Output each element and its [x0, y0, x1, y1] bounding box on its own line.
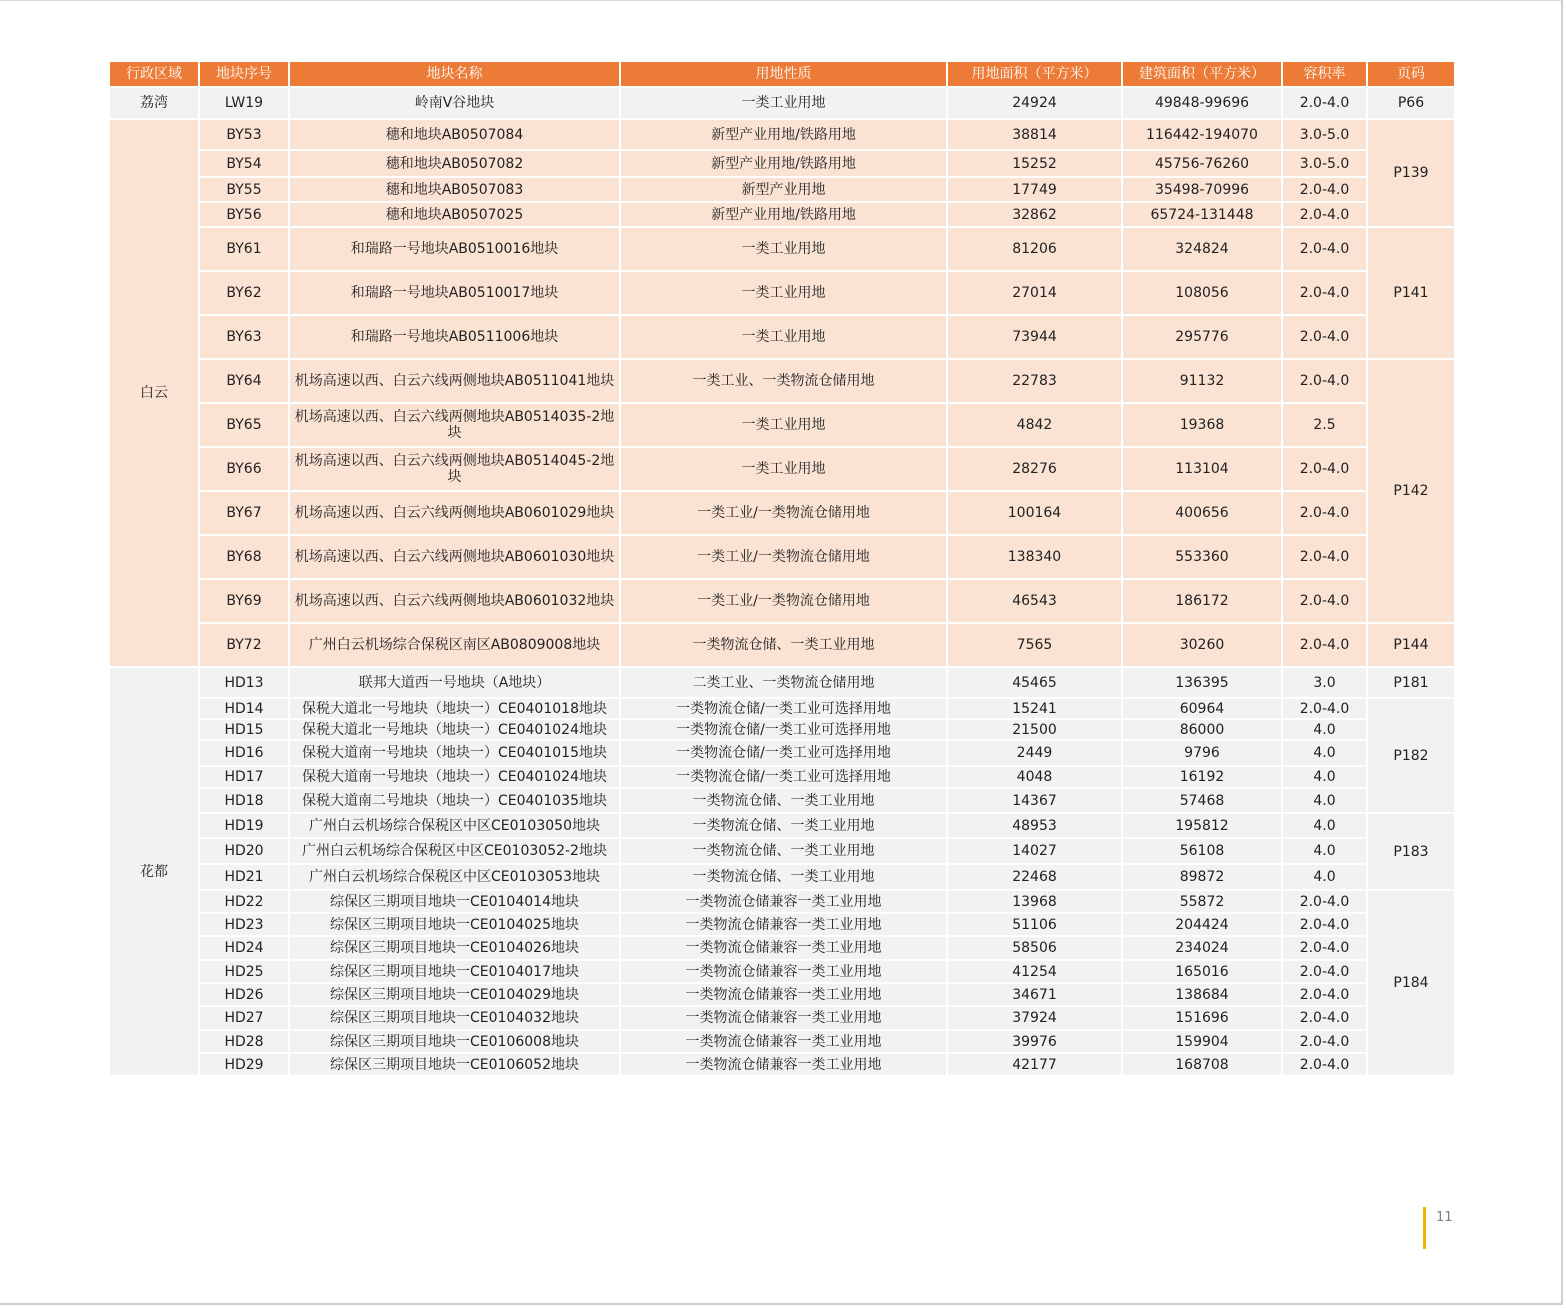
plot-ratio-cell: 2.0-4.0 [1282, 960, 1367, 983]
floor-area-cell: 195812 [1122, 813, 1282, 838]
plot-ratio-cell: 2.0-4.0 [1282, 1053, 1367, 1076]
parcel-name-cell: 综保区三期项目地块一CE0106052地块 [289, 1053, 620, 1076]
parcel-id-cell: BY54 [199, 150, 289, 177]
parcel-id-cell: HD25 [199, 960, 289, 983]
parcel-name-cell: 机场高速以西、白云六线两侧地块AB0514035-2地块 [289, 403, 620, 447]
parcel-id-cell: HD18 [199, 788, 289, 813]
table-row [109, 227, 1455, 271]
land-use-cell: 一类物流仓储、一类工业用地 [620, 623, 947, 667]
land-use-cell: 一类物流仓储兼容一类工业用地 [620, 983, 947, 1006]
page-number: 11 [1436, 1210, 1453, 1225]
parcel-id-cell: HD29 [199, 1053, 289, 1076]
parcel-id-cell: HD14 [199, 698, 289, 719]
land-area-cell: 24924 [947, 87, 1122, 119]
land-area-cell: 48953 [947, 813, 1122, 838]
header-plot-ratio: 容积率 [1282, 61, 1367, 87]
parcel-id-cell: HD23 [199, 913, 289, 936]
plot-ratio-cell: 2.0-4.0 [1282, 535, 1367, 579]
floor-area-cell: 56108 [1122, 838, 1282, 864]
table-row [109, 936, 1455, 960]
table-row [109, 740, 1455, 766]
land-use-cell: 一类物流仓储兼容一类工业用地 [620, 936, 947, 960]
floor-area-cell: 234024 [1122, 936, 1282, 960]
land-use-cell: 一类物流仓储兼容一类工业用地 [620, 1030, 947, 1053]
land-use-cell: 一类物流仓储、一类工业用地 [620, 838, 947, 864]
table-row [109, 960, 1455, 983]
plot-ratio-cell: 2.0-4.0 [1282, 315, 1367, 359]
plot-ratio-cell: 2.0-4.0 [1282, 698, 1367, 719]
parcel-name-cell: 广州白云机场综合保税区中区CE0103053地块 [289, 864, 620, 890]
floor-area-cell: 86000 [1122, 719, 1282, 740]
table-row [109, 579, 1455, 623]
parcel-name-cell: 穗和地块AB0507084 [289, 119, 620, 150]
parcel-id-cell: LW19 [199, 87, 289, 119]
land-area-cell: 7565 [947, 623, 1122, 667]
land-area-cell: 15241 [947, 698, 1122, 719]
plot-ratio-cell: 3.0-5.0 [1282, 119, 1367, 150]
floor-area-cell: 49848-99696 [1122, 87, 1282, 119]
land-use-cell: 新型产业用地/铁路用地 [620, 202, 947, 227]
land-use-cell: 一类工业/一类物流仓储用地 [620, 579, 947, 623]
parcel-id-cell: HD20 [199, 838, 289, 864]
land-area-cell: 14027 [947, 838, 1122, 864]
land-use-cell: 一类工业/一类物流仓储用地 [620, 535, 947, 579]
table-row [109, 491, 1455, 535]
page-ref-cell: P182 [1367, 698, 1455, 813]
land-use-cell: 一类物流仓储/一类工业可选择用地 [620, 740, 947, 766]
parcel-name-cell: 机场高速以西、白云六线两侧地块AB0511041地块 [289, 359, 620, 403]
floor-area-cell: 138684 [1122, 983, 1282, 1006]
parcel-name-cell: 综保区三期项目地块一CE0104025地块 [289, 913, 620, 936]
page-ref-cell: P181 [1367, 667, 1455, 698]
parcel-name-cell: 穗和地块AB0507083 [289, 177, 620, 202]
parcel-name-cell: 机场高速以西、白云六线两侧地块AB0601029地块 [289, 491, 620, 535]
table-row [109, 838, 1455, 864]
header-floor-area: 建筑面积（平方米） [1122, 61, 1282, 87]
parcel-name-cell: 综保区三期项目地块一CE0104014地块 [289, 890, 620, 913]
plot-ratio-cell: 4.0 [1282, 766, 1367, 788]
parcel-id-cell: HD27 [199, 1006, 289, 1030]
parcel-name-cell: 和瑞路一号地块AB0510016地块 [289, 227, 620, 271]
floor-area-cell: 19368 [1122, 403, 1282, 447]
parcel-id-cell: HD16 [199, 740, 289, 766]
table-row [109, 813, 1455, 838]
land-area-cell: 37924 [947, 1006, 1122, 1030]
parcel-id-cell: BY72 [199, 623, 289, 667]
floor-area-cell: 89872 [1122, 864, 1282, 890]
plot-ratio-cell: 2.0-4.0 [1282, 447, 1367, 491]
plot-ratio-cell: 3.0-5.0 [1282, 150, 1367, 177]
table-row [109, 447, 1455, 491]
table-row [109, 698, 1455, 719]
land-use-cell: 新型产业用地/铁路用地 [620, 150, 947, 177]
land-area-cell: 28276 [947, 447, 1122, 491]
parcel-id-cell: BY66 [199, 447, 289, 491]
land-area-cell: 15252 [947, 150, 1122, 177]
land-use-cell: 一类工业、一类物流仓储用地 [620, 359, 947, 403]
floor-area-cell: 204424 [1122, 913, 1282, 936]
parcel-id-cell: BY61 [199, 227, 289, 271]
land-use-cell: 一类工业用地 [620, 315, 947, 359]
district-cell: 荔湾 [109, 87, 199, 119]
land-area-cell: 34671 [947, 983, 1122, 1006]
parcel-name-cell: 机场高速以西、白云六线两侧地块AB0601032地块 [289, 579, 620, 623]
floor-area-cell: 108056 [1122, 271, 1282, 315]
plot-ratio-cell: 4.0 [1282, 719, 1367, 740]
plot-ratio-cell: 2.0-4.0 [1282, 579, 1367, 623]
table-row [109, 983, 1455, 1006]
land-use-cell: 一类物流仓储/一类工业可选择用地 [620, 719, 947, 740]
parcel-name-cell: 机场高速以西、白云六线两侧地块AB0601030地块 [289, 535, 620, 579]
parcel-id-cell: HD15 [199, 719, 289, 740]
table-row [109, 271, 1455, 315]
page-ref-cell: P139 [1367, 119, 1455, 227]
land-area-cell: 51106 [947, 913, 1122, 936]
land-area-cell: 4048 [947, 766, 1122, 788]
floor-area-cell: 116442-194070 [1122, 119, 1282, 150]
plot-ratio-cell: 4.0 [1282, 864, 1367, 890]
floor-area-cell: 91132 [1122, 359, 1282, 403]
parcel-id-cell: BY63 [199, 315, 289, 359]
plot-ratio-cell: 2.0-4.0 [1282, 913, 1367, 936]
parcel-id-cell: HD17 [199, 766, 289, 788]
land-use-cell: 一类物流仓储兼容一类工业用地 [620, 890, 947, 913]
parcel-name-cell: 机场高速以西、白云六线两侧地块AB0514045-2地块 [289, 447, 620, 491]
land-use-cell: 一类物流仓储、一类工业用地 [620, 813, 947, 838]
parcel-name-cell: 广州白云机场综合保税区中区CE0103050地块 [289, 813, 620, 838]
land-area-cell: 21500 [947, 719, 1122, 740]
plot-ratio-cell: 2.0-4.0 [1282, 202, 1367, 227]
land-parcel-table [108, 60, 1456, 1077]
floor-area-cell: 35498-70996 [1122, 177, 1282, 202]
floor-area-cell: 159904 [1122, 1030, 1282, 1053]
parcel-id-cell: HD21 [199, 864, 289, 890]
floor-area-cell: 45756-76260 [1122, 150, 1282, 177]
parcel-id-cell: BY64 [199, 359, 289, 403]
parcel-name-cell: 和瑞路一号地块AB0510017地块 [289, 271, 620, 315]
land-use-cell: 一类物流仓储兼容一类工业用地 [620, 913, 947, 936]
land-area-cell: 81206 [947, 227, 1122, 271]
land-use-cell: 一类物流仓储兼容一类工业用地 [620, 1006, 947, 1030]
land-area-cell: 14367 [947, 788, 1122, 813]
plot-ratio-cell: 2.0-4.0 [1282, 271, 1367, 315]
parcel-name-cell: 岭南V谷地块 [289, 87, 620, 119]
land-use-cell: 二类工业、一类物流仓储用地 [620, 667, 947, 698]
table-row [109, 202, 1455, 227]
plot-ratio-cell: 3.0 [1282, 667, 1367, 698]
land-area-cell: 45465 [947, 667, 1122, 698]
page-ref-cell: P184 [1367, 890, 1455, 1076]
parcel-name-cell: 综保区三期项目地块一CE0104017地块 [289, 960, 620, 983]
parcel-name-cell: 综保区三期项目地块一CE0104029地块 [289, 983, 620, 1006]
land-area-cell: 39976 [947, 1030, 1122, 1053]
plot-ratio-cell: 4.0 [1282, 838, 1367, 864]
land-use-cell: 一类工业用地 [620, 87, 947, 119]
land-use-cell: 新型产业用地 [620, 177, 947, 202]
parcel-id-cell: BY67 [199, 491, 289, 535]
land-area-cell: 42177 [947, 1053, 1122, 1076]
plot-ratio-cell: 2.0-4.0 [1282, 177, 1367, 202]
table-row [109, 719, 1455, 740]
parcel-name-cell: 保税大道南一号地块（地块一）CE0401024地块 [289, 766, 620, 788]
table-row [109, 667, 1455, 698]
parcel-id-cell: HD26 [199, 983, 289, 1006]
floor-area-cell: 151696 [1122, 1006, 1282, 1030]
plot-ratio-cell: 4.0 [1282, 788, 1367, 813]
parcel-id-cell: HD24 [199, 936, 289, 960]
floor-area-cell: 165016 [1122, 960, 1282, 983]
parcel-name-cell: 穗和地块AB0507082 [289, 150, 620, 177]
land-area-cell: 46543 [947, 579, 1122, 623]
floor-area-cell: 16192 [1122, 766, 1282, 788]
land-area-cell: 73944 [947, 315, 1122, 359]
parcel-id-cell: HD28 [199, 1030, 289, 1053]
header-parcel-name: 地块名称 [289, 61, 620, 87]
land-use-cell: 一类物流仓储兼容一类工业用地 [620, 960, 947, 983]
plot-ratio-cell: 2.0-4.0 [1282, 359, 1367, 403]
floor-area-cell: 30260 [1122, 623, 1282, 667]
plot-ratio-cell: 4.0 [1282, 813, 1367, 838]
plot-ratio-cell: 2.5 [1282, 403, 1367, 447]
land-area-cell: 38814 [947, 119, 1122, 150]
floor-area-cell: 186172 [1122, 579, 1282, 623]
parcel-id-cell: BY53 [199, 119, 289, 150]
plot-ratio-cell: 2.0-4.0 [1282, 983, 1367, 1006]
land-area-cell: 27014 [947, 271, 1122, 315]
plot-ratio-cell: 2.0-4.0 [1282, 936, 1367, 960]
parcel-name-cell: 广州白云机场综合保税区中区CE0103052-2地块 [289, 838, 620, 864]
header-land-use: 用地性质 [620, 61, 947, 87]
land-use-cell: 一类工业用地 [620, 227, 947, 271]
parcel-name-cell: 综保区三期项目地块一CE0106008地块 [289, 1030, 620, 1053]
parcel-name-cell: 和瑞路一号地块AB0511006地块 [289, 315, 620, 359]
header-district: 行政区域 [109, 61, 199, 87]
parcel-id-cell: HD13 [199, 667, 289, 698]
table-row [109, 623, 1455, 667]
parcel-name-cell: 联邦大道西一号地块（A地块） [289, 667, 620, 698]
land-area-cell: 17749 [947, 177, 1122, 202]
table-row [109, 359, 1455, 403]
land-area-cell: 13968 [947, 890, 1122, 913]
land-use-cell: 一类物流仓储、一类工业用地 [620, 864, 947, 890]
parcel-id-cell: BY65 [199, 403, 289, 447]
floor-area-cell: 65724-131448 [1122, 202, 1282, 227]
district-cell: 白云 [109, 119, 199, 667]
floor-area-cell: 113104 [1122, 447, 1282, 491]
page-number-bar [1423, 1207, 1426, 1249]
header-land-area: 用地面积（平方米） [947, 61, 1122, 87]
table-row [109, 864, 1455, 890]
table-row [109, 1006, 1455, 1030]
district-cell: 花都 [109, 667, 199, 1076]
table-row [109, 119, 1455, 150]
floor-area-cell: 295776 [1122, 315, 1282, 359]
parcel-name-cell: 综保区三期项目地块一CE0104032地块 [289, 1006, 620, 1030]
land-area-cell: 138340 [947, 535, 1122, 579]
floor-area-cell: 57468 [1122, 788, 1282, 813]
table-row [109, 1053, 1455, 1076]
parcel-name-cell: 综保区三期项目地块一CE0104026地块 [289, 936, 620, 960]
parcel-id-cell: BY62 [199, 271, 289, 315]
parcel-id-cell: BY56 [199, 202, 289, 227]
land-area-cell: 22468 [947, 864, 1122, 890]
land-use-cell: 一类工业用地 [620, 271, 947, 315]
floor-area-cell: 60964 [1122, 698, 1282, 719]
floor-area-cell: 324824 [1122, 227, 1282, 271]
land-use-cell: 一类工业用地 [620, 403, 947, 447]
land-use-cell: 一类工业/一类物流仓储用地 [620, 491, 947, 535]
parcel-name-cell: 保税大道南一号地块（地块一）CE0401015地块 [289, 740, 620, 766]
land-area-cell: 2449 [947, 740, 1122, 766]
page-ref-cell: P66 [1367, 87, 1455, 119]
page-ref-cell: P142 [1367, 359, 1455, 623]
parcel-id-cell: BY69 [199, 579, 289, 623]
land-use-cell: 一类物流仓储/一类工业可选择用地 [620, 698, 947, 719]
land-area-cell: 58506 [947, 936, 1122, 960]
floor-area-cell: 400656 [1122, 491, 1282, 535]
land-area-cell: 100164 [947, 491, 1122, 535]
parcel-id-cell: BY68 [199, 535, 289, 579]
parcel-name-cell: 穗和地块AB0507025 [289, 202, 620, 227]
land-use-cell: 新型产业用地/铁路用地 [620, 119, 947, 150]
table-row [109, 177, 1455, 202]
table-row [109, 890, 1455, 913]
table-header-row [109, 61, 1455, 87]
land-area-cell: 41254 [947, 960, 1122, 983]
plot-ratio-cell: 2.0-4.0 [1282, 1006, 1367, 1030]
table-row [109, 788, 1455, 813]
plot-ratio-cell: 2.0-4.0 [1282, 890, 1367, 913]
parcel-id-cell: HD19 [199, 813, 289, 838]
floor-area-cell: 55872 [1122, 890, 1282, 913]
table-row [109, 87, 1455, 119]
plot-ratio-cell: 4.0 [1282, 740, 1367, 766]
land-use-cell: 一类物流仓储兼容一类工业用地 [620, 1053, 947, 1076]
parcel-name-cell: 保税大道南二号地块（地块一）CE0401035地块 [289, 788, 620, 813]
land-area-cell: 4842 [947, 403, 1122, 447]
table-row [109, 535, 1455, 579]
table-row [109, 315, 1455, 359]
header-page: 页码 [1367, 61, 1455, 87]
land-use-cell: 一类物流仓储、一类工业用地 [620, 788, 947, 813]
page-ref-cell: P144 [1367, 623, 1455, 667]
floor-area-cell: 9796 [1122, 740, 1282, 766]
land-use-cell: 一类物流仓储/一类工业可选择用地 [620, 766, 947, 788]
table-row [109, 1030, 1455, 1053]
parcel-name-cell: 保税大道北一号地块（地块一）CE0401024地块 [289, 719, 620, 740]
parcel-id-cell: HD22 [199, 890, 289, 913]
table-row [109, 403, 1455, 447]
table-row [109, 150, 1455, 177]
parcel-name-cell: 保税大道北一号地块（地块一）CE0401018地块 [289, 698, 620, 719]
table-row [109, 766, 1455, 788]
table-row [109, 913, 1455, 936]
plot-ratio-cell: 2.0-4.0 [1282, 491, 1367, 535]
plot-ratio-cell: 2.0-4.0 [1282, 227, 1367, 271]
floor-area-cell: 553360 [1122, 535, 1282, 579]
land-area-cell: 32862 [947, 202, 1122, 227]
header-parcel-id: 地块序号 [199, 61, 289, 87]
land-use-cell: 一类工业用地 [620, 447, 947, 491]
floor-area-cell: 168708 [1122, 1053, 1282, 1076]
plot-ratio-cell: 2.0-4.0 [1282, 623, 1367, 667]
plot-ratio-cell: 2.0-4.0 [1282, 87, 1367, 119]
land-area-cell: 22783 [947, 359, 1122, 403]
parcel-id-cell: BY55 [199, 177, 289, 202]
page-ref-cell: P183 [1367, 813, 1455, 890]
floor-area-cell: 136395 [1122, 667, 1282, 698]
parcel-name-cell: 广州白云机场综合保税区南区AB0809008地块 [289, 623, 620, 667]
plot-ratio-cell: 2.0-4.0 [1282, 1030, 1367, 1053]
page-ref-cell: P141 [1367, 227, 1455, 359]
